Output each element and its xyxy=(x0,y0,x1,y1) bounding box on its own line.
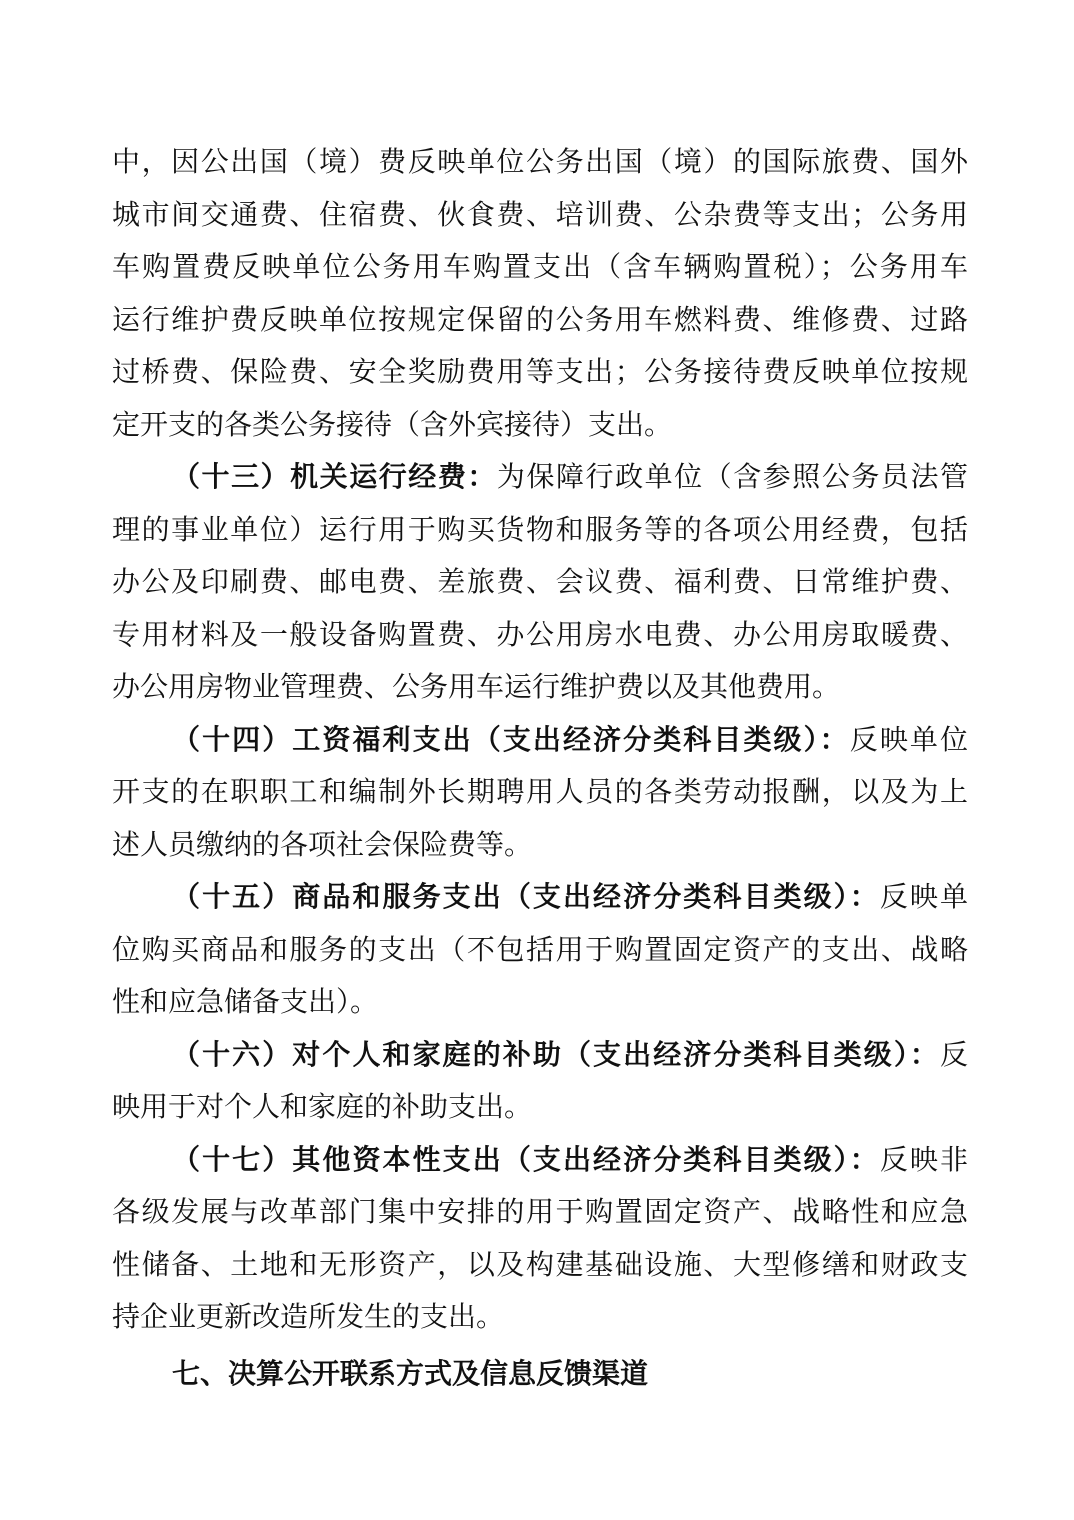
intro-paragraph xyxy=(112,136,968,451)
document-page xyxy=(112,136,968,1400)
item-15-title: （十五）商品和服务支出（支出经济分类科目类级）： xyxy=(172,880,880,913)
text-line: 办公用房物业管理费、公务用车运行维护费以及其他费用。 xyxy=(112,670,841,703)
item-13-paragraph xyxy=(112,451,968,714)
text-line: 定开支的各类公务接待（含外宾接待）支出。 xyxy=(112,407,673,441)
item-17-title: （十七）其他资本性支出（支出经济分类科目类级）： xyxy=(172,1142,880,1176)
text-line: 城市间交通费、住宿费、伙食费、培训费、公杂费等支出；公务用 xyxy=(112,197,968,231)
item-13-title: （十三）机关运行经费： xyxy=(172,460,497,493)
text-line: 性和应急储备支出）。 xyxy=(112,985,379,1018)
item-15-text: 反映单 xyxy=(879,880,968,913)
item-13-text: 为保障行政单位（含参照公务员法管 xyxy=(496,460,968,493)
text-line: 专用材料及一般设备购置费、办公用房水电费、办公用房取暖费、 xyxy=(112,617,968,651)
text-line: 映用于对个人和家庭的补助支出。 xyxy=(112,1090,533,1123)
item-16-paragraph xyxy=(112,1029,968,1134)
item-15-paragraph xyxy=(112,871,968,1029)
item-17-text: 反映非 xyxy=(879,1142,968,1176)
item-14-title: （十四）工资福利支出（支出经济分类科目类级）： xyxy=(172,722,850,756)
section-7-heading: 七、决算公开联系方式及信息反馈渠道 xyxy=(172,1356,649,1390)
item-15-first-line xyxy=(112,871,968,924)
text-line: 过桥费、保险费、安全奖励费用等支出；公务接待费反映单位按规 xyxy=(112,355,968,388)
item-17-paragraph xyxy=(112,1134,968,1344)
text-line: 车购置费反映单位公务用车购置支出（含车辆购置税）；公务用车 xyxy=(112,250,968,283)
item-16-title: （十六）对个人和家庭的补助（支出经济分类科目类级）： xyxy=(172,1037,940,1071)
item-14-paragraph xyxy=(112,714,968,872)
text-line: 办公及印刷费、邮电费、差旅费、会议费、福利费、日常维护费、 xyxy=(112,565,968,598)
text-line: 述人员缴纳的各项社会保险费等。 xyxy=(112,827,533,861)
item-13-first-line xyxy=(112,451,968,504)
text-line: 理的事业单位）运行用于购买货物和服务等的各项公用经费，包括 xyxy=(112,512,968,546)
text-line: 开支的在职职工和编制外长期聘用人员的各类劳动报酬，以及为上 xyxy=(112,775,968,808)
item-14-first-line xyxy=(112,714,968,767)
text-line: 运行维护费反映单位按规定保留的公务用车燃料费、维修费、过路 xyxy=(112,302,968,336)
text-line: 各级发展与改革部门集中安排的用于购置固定资产、战略性和应急 xyxy=(112,1195,968,1228)
text-line: 位购买商品和服务的支出（不包括用于购置固定资产的支出、战略 xyxy=(112,932,968,966)
item-14-text: 反映单位 xyxy=(849,722,968,756)
item-17-first-line xyxy=(112,1134,968,1187)
text-line: 性储备、土地和无形资产，以及构建基础设施、大型修缮和财政支 xyxy=(112,1247,968,1281)
item-16-text: 反 xyxy=(939,1037,968,1071)
item-16-first-line xyxy=(112,1029,968,1082)
text-line: 中，因公出国（境）费反映单位公务出国（境）的国际旅费、国外 xyxy=(112,145,968,178)
text-line: 持企业更新改造所发生的支出。 xyxy=(112,1300,505,1333)
